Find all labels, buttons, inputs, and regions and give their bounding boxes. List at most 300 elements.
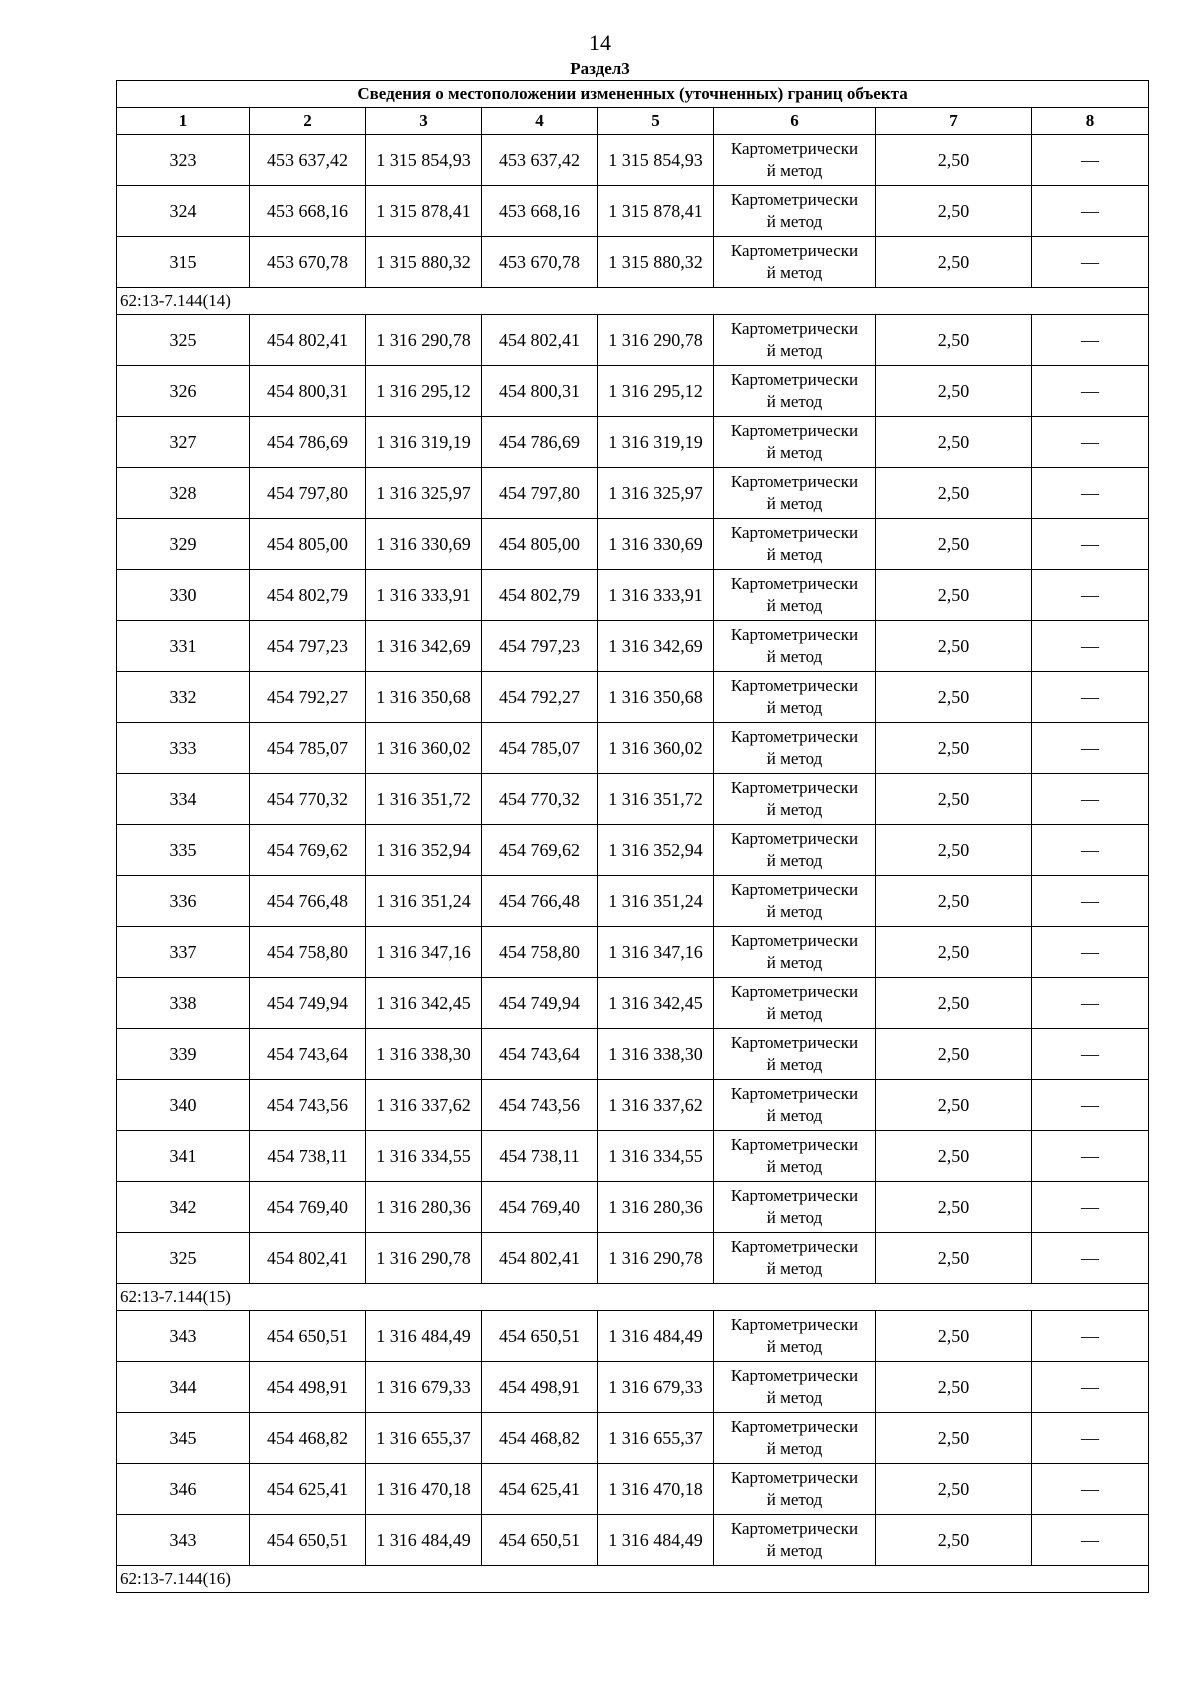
point-number-cell: 327	[117, 417, 250, 468]
existing-y-cell: 1 316 351,24	[366, 876, 482, 927]
existing-y-cell: 1 316 484,49	[366, 1311, 482, 1362]
new-x-cell: 454 498,91	[482, 1362, 598, 1413]
method-cell	[714, 1131, 876, 1182]
new-x-cell: 454 802,41	[482, 1233, 598, 1284]
accuracy-cell: 2,50	[876, 186, 1032, 237]
new-y-cell: 1 315 880,32	[598, 237, 714, 288]
accuracy-cell: 2,50	[876, 1182, 1032, 1233]
existing-x-cell: 454 758,80	[250, 927, 366, 978]
existing-y-cell: 1 316 347,16	[366, 927, 482, 978]
table-row	[117, 237, 1149, 288]
note-cell: —	[1032, 1311, 1149, 1362]
method-text-line2: й метод	[766, 443, 823, 462]
new-y-cell: 1 316 484,49	[598, 1515, 714, 1566]
column-number: 8	[1032, 108, 1149, 135]
method-cell	[714, 237, 876, 288]
method-text-line2: й метод	[766, 1541, 823, 1560]
method-cell	[714, 1311, 876, 1362]
point-number-cell: 324	[117, 186, 250, 237]
existing-x-cell: 454 498,91	[250, 1362, 366, 1413]
point-number-cell: 326	[117, 366, 250, 417]
accuracy-cell: 2,50	[876, 672, 1032, 723]
table-row	[117, 1080, 1149, 1131]
method-text-line1: Картометрически	[730, 625, 859, 644]
existing-x-cell: 454 800,31	[250, 366, 366, 417]
new-x-cell: 454 800,31	[482, 366, 598, 417]
method-text-line2: й метод	[766, 545, 823, 564]
accuracy-cell: 2,50	[876, 978, 1032, 1029]
new-y-cell: 1 316 342,69	[598, 621, 714, 672]
new-x-cell: 454 743,64	[482, 1029, 598, 1080]
new-y-cell: 1 316 342,45	[598, 978, 714, 1029]
new-y-cell: 1 316 280,36	[598, 1182, 714, 1233]
point-number-cell: 336	[117, 876, 250, 927]
method-cell	[714, 621, 876, 672]
note-cell: —	[1032, 1515, 1149, 1566]
method-cell	[714, 723, 876, 774]
note-cell: —	[1032, 1131, 1149, 1182]
method-cell	[714, 1080, 876, 1131]
new-x-cell: 453 668,16	[482, 186, 598, 237]
existing-x-cell: 454 468,82	[250, 1413, 366, 1464]
point-number-cell: 345	[117, 1413, 250, 1464]
column-number: 1	[117, 108, 250, 135]
note-cell: —	[1032, 417, 1149, 468]
existing-x-cell: 454 785,07	[250, 723, 366, 774]
column-number: 3	[366, 108, 482, 135]
method-cell	[714, 1029, 876, 1080]
new-y-cell: 1 316 338,30	[598, 1029, 714, 1080]
table-row	[117, 621, 1149, 672]
method-text-line1: Картометрически	[730, 241, 859, 260]
accuracy-cell: 2,50	[876, 237, 1032, 288]
point-number-cell: 323	[117, 135, 250, 186]
existing-x-cell: 454 749,94	[250, 978, 366, 1029]
accuracy-cell: 2,50	[876, 1131, 1032, 1182]
method-text-line2: й метод	[766, 161, 823, 180]
new-x-cell: 454 738,11	[482, 1131, 598, 1182]
new-x-cell: 454 625,41	[482, 1464, 598, 1515]
method-text-line2: й метод	[766, 494, 823, 513]
table-row	[117, 927, 1149, 978]
new-y-cell: 1 316 347,16	[598, 927, 714, 978]
method-text-line1: Картометрически	[730, 931, 859, 950]
accuracy-cell: 2,50	[876, 1029, 1032, 1080]
method-text-line1: Картометрически	[730, 370, 859, 389]
existing-y-cell: 1 316 319,19	[366, 417, 482, 468]
existing-x-cell: 454 797,80	[250, 468, 366, 519]
existing-y-cell: 1 316 655,37	[366, 1413, 482, 1464]
method-text-line1: Картометрически	[730, 1468, 859, 1487]
method-text-line1: Картометрически	[730, 574, 859, 593]
point-number-cell: 338	[117, 978, 250, 1029]
new-x-cell: 454 802,41	[482, 315, 598, 366]
new-x-cell: 454 749,94	[482, 978, 598, 1029]
table-row	[117, 978, 1149, 1029]
existing-x-cell: 454 650,51	[250, 1515, 366, 1566]
existing-y-cell: 1 316 342,45	[366, 978, 482, 1029]
method-cell	[714, 1413, 876, 1464]
table-row	[117, 366, 1149, 417]
note-cell: —	[1032, 621, 1149, 672]
table-row	[117, 519, 1149, 570]
note-cell: —	[1032, 876, 1149, 927]
table-row	[117, 1464, 1149, 1515]
point-number-cell: 335	[117, 825, 250, 876]
method-cell	[714, 825, 876, 876]
new-y-cell: 1 316 337,62	[598, 1080, 714, 1131]
existing-y-cell: 1 316 338,30	[366, 1029, 482, 1080]
method-cell	[714, 1464, 876, 1515]
method-cell	[714, 186, 876, 237]
method-text-line1: Картометрически	[730, 982, 859, 1001]
existing-x-cell: 454 802,41	[250, 315, 366, 366]
column-number: 2	[250, 108, 366, 135]
method-text-line1: Картометрически	[730, 1237, 859, 1256]
method-cell	[714, 417, 876, 468]
existing-x-cell: 454 792,27	[250, 672, 366, 723]
note-cell: —	[1032, 1233, 1149, 1284]
method-text-line1: Картометрически	[730, 139, 859, 158]
accuracy-cell: 2,50	[876, 468, 1032, 519]
new-x-cell: 454 650,51	[482, 1311, 598, 1362]
table-title: Сведения о местоположении измененных (уточненных) границ объекта	[117, 81, 1149, 108]
new-y-cell: 1 316 679,33	[598, 1362, 714, 1413]
new-y-cell: 1 316 319,19	[598, 417, 714, 468]
method-text-line2: й метод	[766, 1337, 823, 1356]
accuracy-cell: 2,50	[876, 1362, 1032, 1413]
accuracy-cell: 2,50	[876, 315, 1032, 366]
accuracy-cell: 2,50	[876, 621, 1032, 672]
method-text-line2: й метод	[766, 1004, 823, 1023]
note-cell: —	[1032, 570, 1149, 621]
note-cell: —	[1032, 468, 1149, 519]
accuracy-cell: 2,50	[876, 417, 1032, 468]
method-cell	[714, 135, 876, 186]
existing-y-cell: 1 316 290,78	[366, 315, 482, 366]
existing-x-cell: 454 738,11	[250, 1131, 366, 1182]
existing-y-cell: 1 316 351,72	[366, 774, 482, 825]
accuracy-cell: 2,50	[876, 1515, 1032, 1566]
new-x-cell: 454 805,00	[482, 519, 598, 570]
note-cell: —	[1032, 927, 1149, 978]
method-text-line1: Картометрически	[730, 1135, 859, 1154]
existing-x-cell: 454 743,64	[250, 1029, 366, 1080]
point-number-cell: 339	[117, 1029, 250, 1080]
note-cell: —	[1032, 1413, 1149, 1464]
table-row	[117, 417, 1149, 468]
accuracy-cell: 2,50	[876, 366, 1032, 417]
new-x-cell: 454 468,82	[482, 1413, 598, 1464]
accuracy-cell: 2,50	[876, 1080, 1032, 1131]
method-text-line2: й метод	[766, 1388, 823, 1407]
new-y-cell: 1 316 333,91	[598, 570, 714, 621]
method-text-line2: й метод	[766, 1106, 823, 1125]
existing-x-cell: 453 668,16	[250, 186, 366, 237]
method-text-line1: Картометрически	[730, 676, 859, 695]
new-y-cell: 1 316 484,49	[598, 1311, 714, 1362]
method-text-line1: Картометрически	[730, 829, 859, 848]
new-x-cell: 454 650,51	[482, 1515, 598, 1566]
existing-x-cell: 454 802,79	[250, 570, 366, 621]
existing-y-cell: 1 316 337,62	[366, 1080, 482, 1131]
method-text-line2: й метод	[766, 1490, 823, 1509]
note-cell: —	[1032, 519, 1149, 570]
method-text-line2: й метод	[766, 800, 823, 819]
column-number: 7	[876, 108, 1032, 135]
existing-x-cell: 454 769,40	[250, 1182, 366, 1233]
existing-y-cell: 1 315 878,41	[366, 186, 482, 237]
method-cell	[714, 519, 876, 570]
method-cell	[714, 927, 876, 978]
accuracy-cell: 2,50	[876, 1233, 1032, 1284]
method-text-line2: й метод	[766, 596, 823, 615]
parcel-group-row	[117, 288, 1149, 315]
method-text-line2: й метод	[766, 953, 823, 972]
existing-y-cell: 1 316 334,55	[366, 1131, 482, 1182]
table-row	[117, 1233, 1149, 1284]
existing-y-cell: 1 316 342,69	[366, 621, 482, 672]
method-text-line1: Картометрически	[730, 190, 859, 209]
method-text-line1: Картометрически	[730, 880, 859, 899]
point-number-cell: 343	[117, 1311, 250, 1362]
note-cell: —	[1032, 825, 1149, 876]
method-text-line2: й метод	[766, 851, 823, 870]
existing-y-cell: 1 316 325,97	[366, 468, 482, 519]
method-text-line2: й метод	[766, 1208, 823, 1227]
method-text-line1: Картометрически	[730, 1366, 859, 1385]
method-cell	[714, 1233, 876, 1284]
accuracy-cell: 2,50	[876, 135, 1032, 186]
accuracy-cell: 2,50	[876, 723, 1032, 774]
note-cell: —	[1032, 186, 1149, 237]
existing-y-cell: 1 316 330,69	[366, 519, 482, 570]
method-text-line2: й метод	[766, 1439, 823, 1458]
accuracy-cell: 2,50	[876, 1413, 1032, 1464]
new-y-cell: 1 316 290,78	[598, 315, 714, 366]
existing-x-cell: 453 637,42	[250, 135, 366, 186]
existing-y-cell: 1 316 470,18	[366, 1464, 482, 1515]
new-y-cell: 1 315 878,41	[598, 186, 714, 237]
table-row	[117, 1515, 1149, 1566]
note-cell: —	[1032, 774, 1149, 825]
point-number-cell: 341	[117, 1131, 250, 1182]
method-text-line1: Картометрически	[730, 778, 859, 797]
table-row	[117, 876, 1149, 927]
existing-y-cell: 1 316 295,12	[366, 366, 482, 417]
method-cell	[714, 978, 876, 1029]
parcel-group-row	[117, 1566, 1149, 1593]
existing-x-cell: 454 805,00	[250, 519, 366, 570]
method-text-line1: Картометрически	[730, 1519, 859, 1538]
coordinates-table	[116, 80, 1149, 1593]
new-x-cell: 454 769,62	[482, 825, 598, 876]
method-text-line1: Картометрически	[730, 1315, 859, 1334]
note-cell: —	[1032, 366, 1149, 417]
parcel-number: 62:13-7.144(16)	[117, 1566, 1149, 1593]
accuracy-cell: 2,50	[876, 927, 1032, 978]
point-number-cell: 332	[117, 672, 250, 723]
method-text-line2: й метод	[766, 1157, 823, 1176]
table-row	[117, 1362, 1149, 1413]
existing-y-cell: 1 316 333,91	[366, 570, 482, 621]
accuracy-cell: 2,50	[876, 876, 1032, 927]
existing-x-cell: 454 802,41	[250, 1233, 366, 1284]
existing-y-cell: 1 316 350,68	[366, 672, 482, 723]
new-y-cell: 1 316 470,18	[598, 1464, 714, 1515]
new-x-cell: 454 758,80	[482, 927, 598, 978]
existing-y-cell: 1 316 360,02	[366, 723, 482, 774]
parcel-number: 62:13-7.144(15)	[117, 1284, 1149, 1311]
note-cell: —	[1032, 1182, 1149, 1233]
column-number-row	[117, 108, 1149, 135]
table-row	[117, 1131, 1149, 1182]
note-cell: —	[1032, 315, 1149, 366]
existing-x-cell: 453 670,78	[250, 237, 366, 288]
method-cell	[714, 1182, 876, 1233]
note-cell: —	[1032, 672, 1149, 723]
existing-y-cell: 1 316 290,78	[366, 1233, 482, 1284]
method-cell	[714, 1515, 876, 1566]
method-text-line1: Картометрически	[730, 1084, 859, 1103]
method-text-line1: Картометрически	[730, 421, 859, 440]
method-text-line1: Картометрически	[730, 1417, 859, 1436]
new-x-cell: 454 785,07	[482, 723, 598, 774]
existing-x-cell: 454 797,23	[250, 621, 366, 672]
method-text-line2: й метод	[766, 1259, 823, 1278]
existing-x-cell: 454 786,69	[250, 417, 366, 468]
new-y-cell: 1 316 350,68	[598, 672, 714, 723]
existing-x-cell: 454 743,56	[250, 1080, 366, 1131]
new-x-cell: 453 670,78	[482, 237, 598, 288]
point-number-cell: 315	[117, 237, 250, 288]
section-label: Раздел3	[570, 59, 630, 78]
method-cell	[714, 672, 876, 723]
point-number-cell: 325	[117, 315, 250, 366]
table-row	[117, 186, 1149, 237]
method-text-line1: Картометрически	[730, 319, 859, 338]
table-row	[117, 774, 1149, 825]
new-x-cell: 454 769,40	[482, 1182, 598, 1233]
existing-y-cell: 1 316 280,36	[366, 1182, 482, 1233]
page-number: 14	[589, 30, 611, 55]
table-row	[117, 672, 1149, 723]
existing-y-cell: 1 316 352,94	[366, 825, 482, 876]
method-text-line1: Картометрически	[730, 523, 859, 542]
note-cell: —	[1032, 1029, 1149, 1080]
table-row	[117, 1182, 1149, 1233]
existing-x-cell: 454 650,51	[250, 1311, 366, 1362]
new-y-cell: 1 315 854,93	[598, 135, 714, 186]
method-text-line2: й метод	[766, 749, 823, 768]
column-number: 6	[714, 108, 876, 135]
method-text-line2: й метод	[766, 647, 823, 666]
existing-x-cell: 454 769,62	[250, 825, 366, 876]
table-row	[117, 1413, 1149, 1464]
existing-y-cell: 1 316 679,33	[366, 1362, 482, 1413]
point-number-cell: 334	[117, 774, 250, 825]
method-text-line1: Картометрически	[730, 1033, 859, 1052]
table-row	[117, 468, 1149, 519]
existing-x-cell: 454 766,48	[250, 876, 366, 927]
parcel-number: 62:13-7.144(14)	[117, 288, 1149, 315]
note-cell: —	[1032, 135, 1149, 186]
new-x-cell: 454 766,48	[482, 876, 598, 927]
new-y-cell: 1 316 290,78	[598, 1233, 714, 1284]
note-cell: —	[1032, 723, 1149, 774]
note-cell: —	[1032, 978, 1149, 1029]
method-text-line2: й метод	[766, 341, 823, 360]
new-x-cell: 454 802,79	[482, 570, 598, 621]
method-cell	[714, 1362, 876, 1413]
new-y-cell: 1 316 360,02	[598, 723, 714, 774]
note-cell: —	[1032, 237, 1149, 288]
note-cell: —	[1032, 1080, 1149, 1131]
accuracy-cell: 2,50	[876, 825, 1032, 876]
method-text-line2: й метод	[766, 263, 823, 282]
point-number-cell: 331	[117, 621, 250, 672]
accuracy-cell: 2,50	[876, 1464, 1032, 1515]
existing-y-cell: 1 315 880,32	[366, 237, 482, 288]
method-text-line2: й метод	[766, 1055, 823, 1074]
new-y-cell: 1 316 330,69	[598, 519, 714, 570]
new-x-cell: 454 797,23	[482, 621, 598, 672]
accuracy-cell: 2,50	[876, 570, 1032, 621]
table-row	[117, 825, 1149, 876]
method-text-line2: й метод	[766, 902, 823, 921]
table-row	[117, 723, 1149, 774]
method-cell	[714, 570, 876, 621]
note-cell: —	[1032, 1362, 1149, 1413]
new-y-cell: 1 316 334,55	[598, 1131, 714, 1182]
point-number-cell: 333	[117, 723, 250, 774]
parcel-group-row	[117, 1284, 1149, 1311]
column-number: 4	[482, 108, 598, 135]
method-text-line2: й метод	[766, 212, 823, 231]
column-number: 5	[598, 108, 714, 135]
accuracy-cell: 2,50	[876, 519, 1032, 570]
new-y-cell: 1 316 325,97	[598, 468, 714, 519]
method-cell	[714, 774, 876, 825]
point-number-cell: 340	[117, 1080, 250, 1131]
new-x-cell: 454 743,56	[482, 1080, 598, 1131]
point-number-cell: 330	[117, 570, 250, 621]
method-text-line2: й метод	[766, 392, 823, 411]
point-number-cell: 337	[117, 927, 250, 978]
point-number-cell: 325	[117, 1233, 250, 1284]
table-row	[117, 570, 1149, 621]
table-body	[117, 135, 1149, 1593]
method-cell	[714, 366, 876, 417]
point-number-cell: 328	[117, 468, 250, 519]
existing-x-cell: 454 770,32	[250, 774, 366, 825]
point-number-cell: 344	[117, 1362, 250, 1413]
new-y-cell: 1 316 351,24	[598, 876, 714, 927]
new-x-cell: 454 797,80	[482, 468, 598, 519]
method-cell	[714, 876, 876, 927]
point-number-cell: 343	[117, 1515, 250, 1566]
new-x-cell: 454 792,27	[482, 672, 598, 723]
table-row	[117, 1311, 1149, 1362]
new-y-cell: 1 316 655,37	[598, 1413, 714, 1464]
existing-x-cell: 454 625,41	[250, 1464, 366, 1515]
new-x-cell: 453 637,42	[482, 135, 598, 186]
new-y-cell: 1 316 295,12	[598, 366, 714, 417]
method-text-line1: Картометрически	[730, 472, 859, 491]
method-cell	[714, 315, 876, 366]
note-cell: —	[1032, 1464, 1149, 1515]
table-row	[117, 135, 1149, 186]
